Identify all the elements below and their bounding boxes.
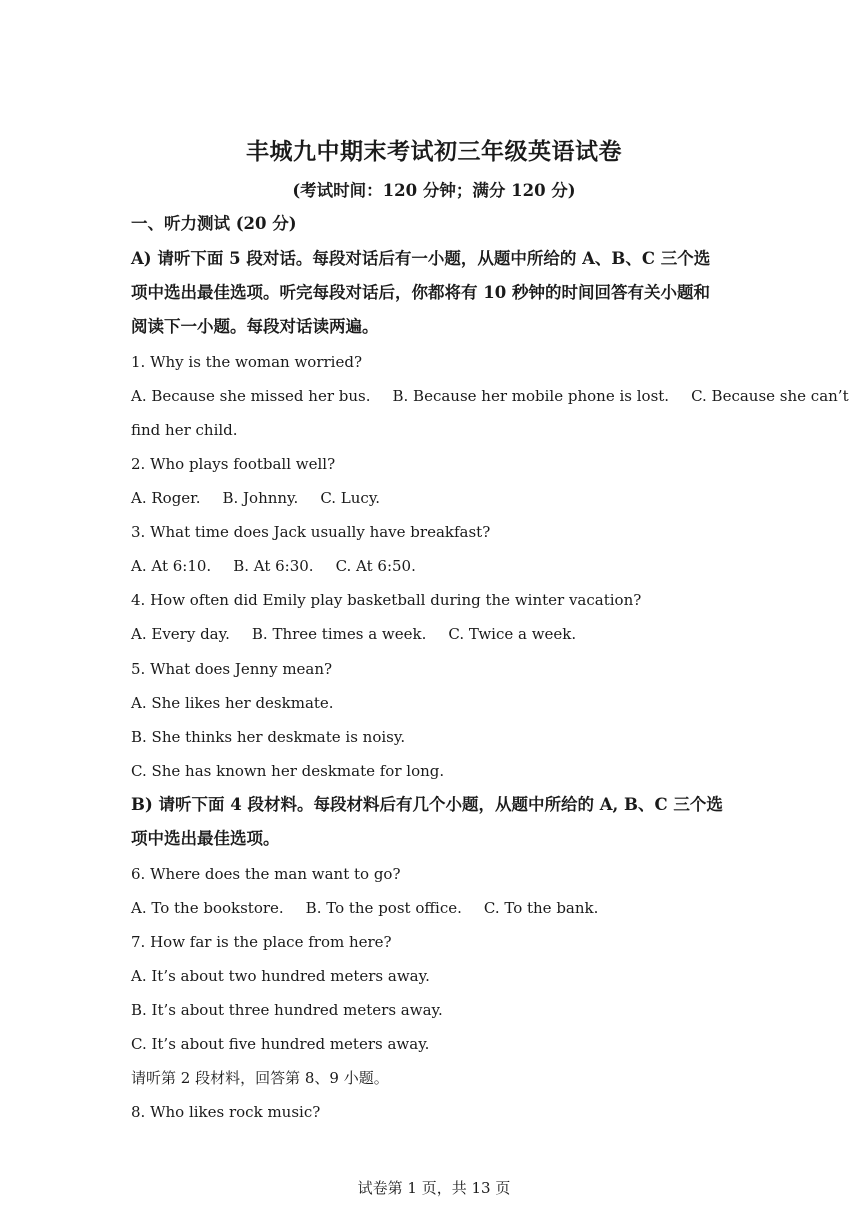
q4-option-b: B. Three times a week. — [251, 625, 427, 643]
question-3-options — [131, 556, 416, 576]
q5-option-c: C. She has known her deskmate for long. — [131, 762, 445, 780]
q6-option-a: A. To the bookstore. — [131, 899, 284, 917]
q3-option-b: B. At 6:30. — [233, 557, 314, 575]
part-b-instructions-line-1: B) 请听下面 4 段材料。每段材料后有几个小题，从题中所给的 A, B、C 三个选 — [131, 795, 723, 814]
q3-option-c: C. At 6:50. — [335, 557, 416, 575]
q1-option-c-continued: find her child. — [131, 421, 238, 439]
page-subtitle: (考试时间：120 分钟；满分 120 分) — [292, 181, 576, 200]
part-a-instructions-line-1: A) 请听下面 5 段对话。每段对话后有一小题，从题中所给的 A、B、C 三个选 — [131, 249, 711, 268]
material-2-instructions: 请听第 2 段材料，回答第 8、9 小题。 — [131, 1069, 389, 1087]
question-6-options — [131, 898, 598, 918]
part-b-instructions-line-2: 项中选出最佳选项。 — [131, 829, 280, 848]
q7-option-c: C. It’s about five hundred meters away. — [131, 1035, 430, 1053]
question-4-options — [131, 624, 576, 644]
q3-option-a: A. At 6:10. — [131, 557, 212, 575]
section-heading-listening: 一、听力测试 (20 分) — [131, 214, 297, 233]
page-footer: 试卷第 1 页，共 13 页 — [357, 1179, 511, 1197]
question-4: 4. How often did Emily play basketball during the winter vacation? — [131, 591, 642, 609]
question-1: 1. Why is the woman worried? — [131, 353, 362, 371]
q7-option-a: A. It’s about two hundred meters away. — [131, 967, 430, 985]
q1-option-a: A. Because she missed her bus. — [131, 387, 371, 405]
question-8: 8. Who likes rock music? — [131, 1103, 321, 1121]
q1-option-c: C. Because she can’t — [691, 387, 849, 405]
q4-option-a: A. Every day. — [131, 625, 230, 643]
q2-option-b: B. Johnny. — [222, 489, 299, 507]
part-a-instructions-line-2: 项中选出最佳选项。听完每段对话后，你都将有 10 秒钟的时间回答有关小题和 — [131, 283, 710, 302]
question-3: 3. What time does Jack usually have breakfast? — [131, 523, 491, 541]
question-2: 2. Who plays football well? — [131, 455, 336, 473]
q5-option-a: A. She likes her deskmate. — [131, 694, 334, 712]
part-a-instructions-line-3: 阅读下一小题。每段对话读两遍。 — [131, 317, 379, 336]
q2-option-a: A. Roger. — [131, 489, 201, 507]
question-2-options — [131, 488, 380, 508]
q6-option-c: C. To the bank. — [483, 899, 599, 917]
q5-option-b: B. She thinks her deskmate is noisy. — [131, 728, 406, 746]
question-7: 7. How far is the place from here? — [131, 933, 392, 951]
q7-option-b: B. It’s about three hundred meters away. — [131, 1001, 443, 1019]
page-title: 丰城九中期末考试初三年级英语试卷 — [246, 138, 622, 165]
question-5: 5. What does Jenny mean? — [131, 660, 333, 678]
q2-option-c: C. Lucy. — [320, 489, 381, 507]
q4-option-c: C. Twice a week. — [448, 625, 577, 643]
question-1-options — [131, 386, 849, 406]
q1-option-b: B. Because her mobile phone is lost. — [392, 387, 670, 405]
q6-option-b: B. To the post office. — [305, 899, 462, 917]
question-6: 6. Where does the man want to go? — [131, 865, 401, 883]
